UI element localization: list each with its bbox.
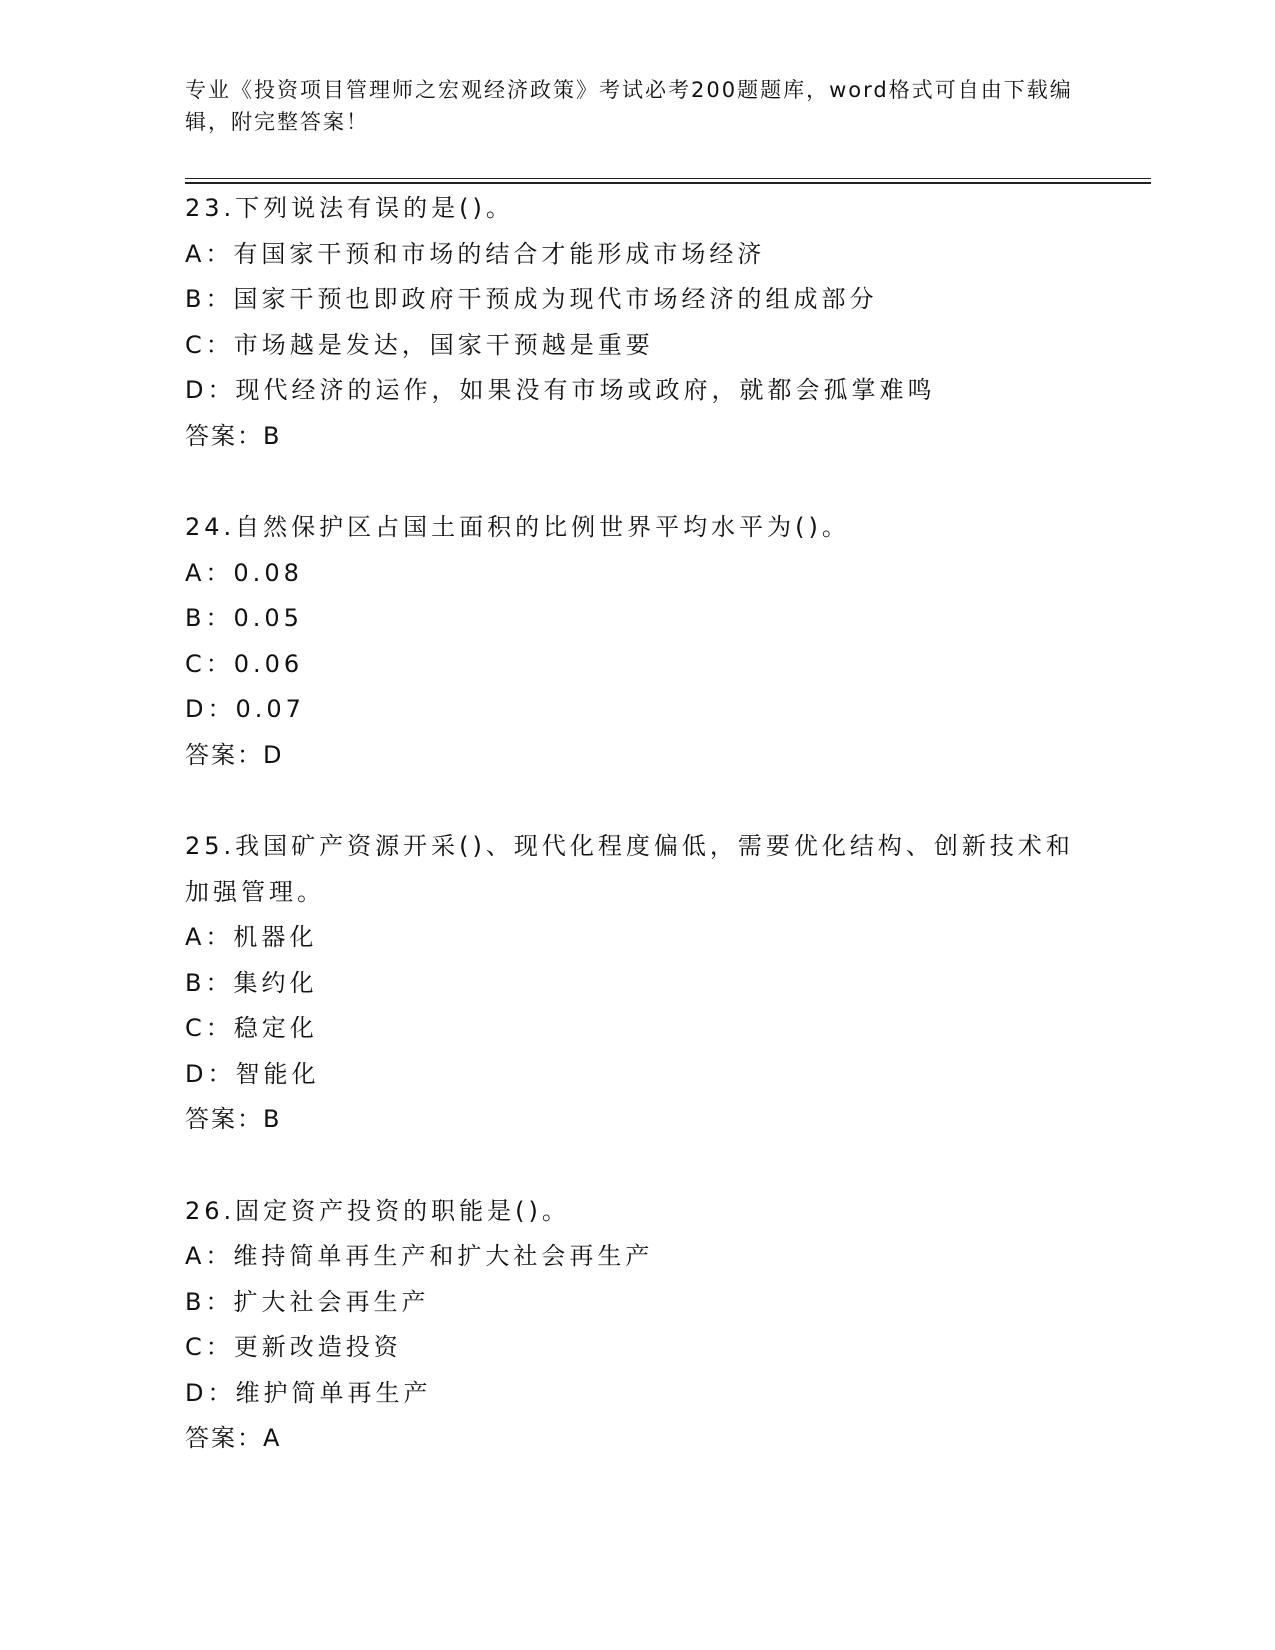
answer-line — [185, 414, 1085, 460]
answer-value: B — [263, 421, 282, 450]
option-d: D：现代经济的运作，如果没有市场或政府，就都会孤掌难鸣 — [185, 376, 936, 404]
answer-line — [185, 733, 1085, 779]
answer-label: 答案： — [185, 1424, 263, 1452]
question-24 — [185, 505, 1085, 778]
answer-label: 答案： — [185, 421, 263, 450]
answer-line — [185, 1097, 1085, 1143]
option-a: A：有国家干预和市场的结合才能形成市场经济 — [185, 239, 766, 268]
question-25 — [185, 824, 1085, 1143]
answer-line — [185, 1416, 1085, 1462]
question-stem: 23.下列说法有误的是()。 — [185, 194, 514, 222]
question-stem: 26.固定资产投资的职能是()。 — [185, 1196, 570, 1225]
option-c: C：更新改造投资 — [185, 1333, 402, 1361]
option-c: C：稳定化 — [185, 1014, 318, 1042]
header-divider-thick — [185, 182, 1151, 184]
option-d: D：0.07 — [185, 695, 305, 723]
option-a: A：0.08 — [185, 558, 303, 587]
question-26 — [185, 1189, 1085, 1462]
option-c: C：0.06 — [185, 649, 304, 678]
option-b: B：0.05 — [185, 604, 303, 632]
header-divider-thin — [185, 178, 1151, 179]
answer-value: A — [263, 1424, 282, 1452]
question-stem: 24.自然保护区占国土面积的比例世界平均水平为()。 — [185, 513, 850, 541]
answer-label: 答案： — [185, 1105, 263, 1133]
option-b: B：集约化 — [185, 968, 318, 997]
option-b: B：扩大社会再生产 — [185, 1287, 430, 1316]
option-d: D：智能化 — [185, 1059, 320, 1088]
answer-value: B — [263, 1105, 282, 1133]
option-c: C：市场越是发达，国家干预越是重要 — [185, 330, 654, 359]
document-header: 专业《投资项目管理师之宏观经济政策》考试必考200题题库，word格式可自由下载编辑，附完整答案！ — [185, 78, 1073, 134]
answer-label: 答案： — [185, 740, 263, 769]
option-b: B：国家干预也即政府干预成为现代市场经济的组成部分 — [185, 285, 878, 313]
question-list — [185, 186, 1085, 1508]
option-a: A：维持简单再生产和扩大社会再生产 — [185, 1242, 654, 1270]
question-23 — [185, 186, 1085, 459]
option-a: A：机器化 — [185, 923, 318, 951]
question-stem: 25.我国矿产资源开采()、现代化程度偏低，需要优化结构、创新技术和加强管理。 — [185, 832, 1074, 906]
option-d: D：维护简单再生产 — [185, 1378, 432, 1407]
answer-value: D — [263, 740, 284, 769]
